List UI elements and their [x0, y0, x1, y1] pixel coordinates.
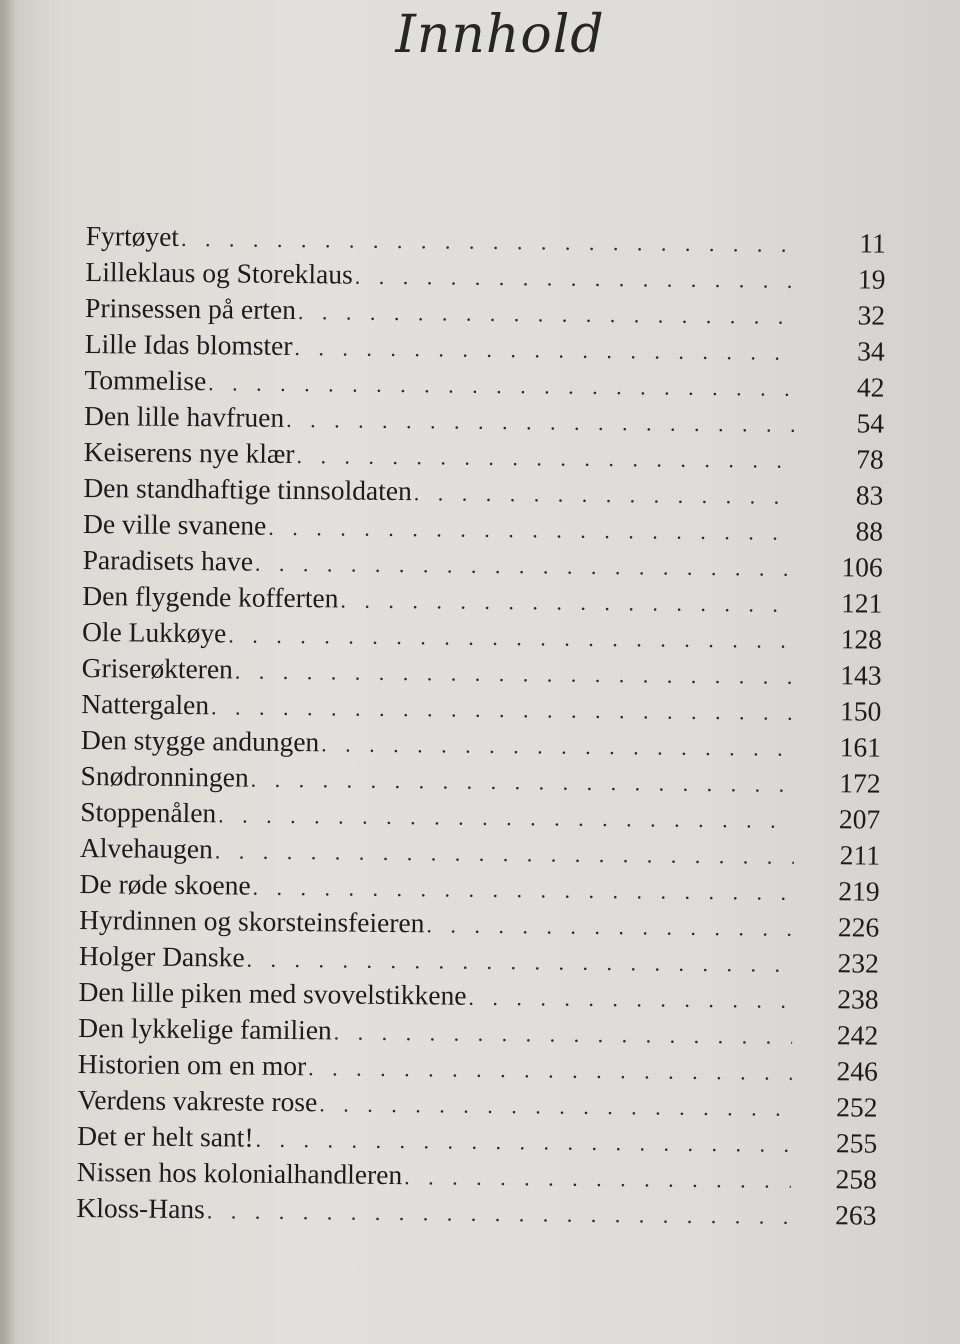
- toc-entry-page: 42: [856, 371, 885, 403]
- toc-entry-page: 238: [837, 983, 879, 1015]
- dot-leader: [208, 365, 799, 407]
- toc-entry-title: Nissen hos kolonialhandleren: [76, 1155, 403, 1191]
- toc-entry-page: 263: [835, 1199, 877, 1231]
- dot-leader: [286, 402, 798, 443]
- dot-leader: [334, 1014, 793, 1054]
- toc-entry-page: 232: [837, 947, 880, 979]
- table-of-contents: [76, 218, 886, 1234]
- toc-entry-page: 19: [857, 263, 886, 295]
- toc-entry-page: 11: [859, 227, 886, 259]
- toc-entry-title: Nattergalen: [81, 687, 210, 721]
- toc-entry-page: 207: [838, 803, 881, 835]
- toc-entry-page: 150: [839, 695, 882, 727]
- toc-entry-title: Den lykkelige familien: [78, 1011, 332, 1046]
- toc-entry-page: 161: [839, 731, 882, 763]
- toc-entry-title: Historien om en mor: [77, 1047, 307, 1082]
- dot-leader: [319, 1086, 792, 1127]
- toc-entry-page: 83: [855, 479, 884, 511]
- toc-entry-title: Tommelise: [84, 363, 207, 397]
- toc-entry-page: 54: [856, 407, 885, 439]
- toc-entry-title: Ole Lukkøye: [81, 615, 227, 649]
- dot-leader: [321, 726, 795, 767]
- toc-entry-page: 226: [837, 911, 880, 943]
- dot-leader: [308, 1050, 792, 1091]
- dot-leader: [251, 762, 795, 803]
- toc-entry-page: 106: [841, 551, 883, 583]
- toc-entry-page: 88: [855, 515, 884, 547]
- dot-leader: [298, 294, 800, 335]
- toc-entry-title: Det er helt sant!: [77, 1119, 254, 1153]
- toc-entry-page: 121: [840, 587, 883, 619]
- toc-entry-title: Fyrtøyet: [85, 219, 180, 252]
- toc-entry-page: 219: [838, 875, 880, 907]
- dot-leader: [218, 797, 794, 839]
- toc-entry-title: Snødronningen: [80, 759, 249, 793]
- dot-leader: [215, 833, 794, 875]
- dot-leader: [468, 980, 792, 1019]
- toc-entry-title: Alvehaugen: [79, 831, 213, 865]
- toc-entry-page: 34: [857, 335, 885, 367]
- dot-leader: [235, 653, 796, 694]
- toc-entry-page: 211: [839, 839, 881, 871]
- dot-leader: [414, 475, 798, 515]
- toc-entry-title: Holger Danske: [78, 939, 245, 973]
- toc-entry-title: Lille Idas blomster: [84, 327, 293, 361]
- toc-entry-title: Prinsessen på erten: [84, 291, 297, 326]
- toc-entry-title: Den lille piken med svovelstikkene: [78, 975, 467, 1011]
- dot-leader: [340, 582, 796, 622]
- toc-entry-title: Den lille havfruen: [83, 399, 285, 433]
- toc-entry-title: Keiserens nye klær: [83, 435, 295, 470]
- dot-leader: [426, 907, 793, 947]
- toc-entry-title: Den standhaftige tinnsoldaten: [83, 471, 412, 507]
- toc-entry-page: 246: [836, 1055, 878, 1087]
- toc-entry-title: Stoppenålen: [80, 795, 217, 829]
- toc-entry-page: 258: [835, 1163, 877, 1195]
- toc-entry-page: 255: [835, 1127, 878, 1159]
- toc-entry-title: Hyrdinnen og skorsteinsfeieren: [79, 903, 425, 939]
- toc-entry-title: Lilleklaus og Storeklaus: [85, 255, 353, 290]
- dot-leader: [355, 259, 800, 299]
- toc-entry-title: Den stygge andungen: [80, 723, 320, 758]
- dot-leader: [228, 617, 796, 658]
- page-title: Innhold: [395, 5, 605, 65]
- toc-entry-page: 143: [840, 659, 882, 691]
- dot-leader: [268, 510, 797, 551]
- toc-entry-title: Verdens vakreste rose: [77, 1083, 318, 1118]
- toc-entry-title: Kloss-Hans: [76, 1191, 205, 1225]
- toc-entry-title: Paradisets have: [82, 543, 254, 577]
- toc-entry-title: De ville svanene: [82, 507, 267, 541]
- dot-leader: [207, 1193, 791, 1235]
- toc-entry-title: De røde skoene: [79, 867, 251, 901]
- toc-entry-title: Griserøkteren: [81, 651, 234, 685]
- toc-entry-page: 128: [840, 623, 883, 655]
- toc-entry-page: 252: [836, 1091, 878, 1123]
- toc-entry-title: Den flygende kofferten: [82, 579, 339, 614]
- dot-leader: [404, 1159, 791, 1199]
- toc-entry-page: 172: [839, 767, 881, 799]
- dot-leader: [294, 330, 799, 371]
- toc-entry-page: 78: [856, 443, 884, 475]
- toc-entry-page: 242: [836, 1019, 879, 1051]
- toc-entry-page: 32: [857, 299, 886, 331]
